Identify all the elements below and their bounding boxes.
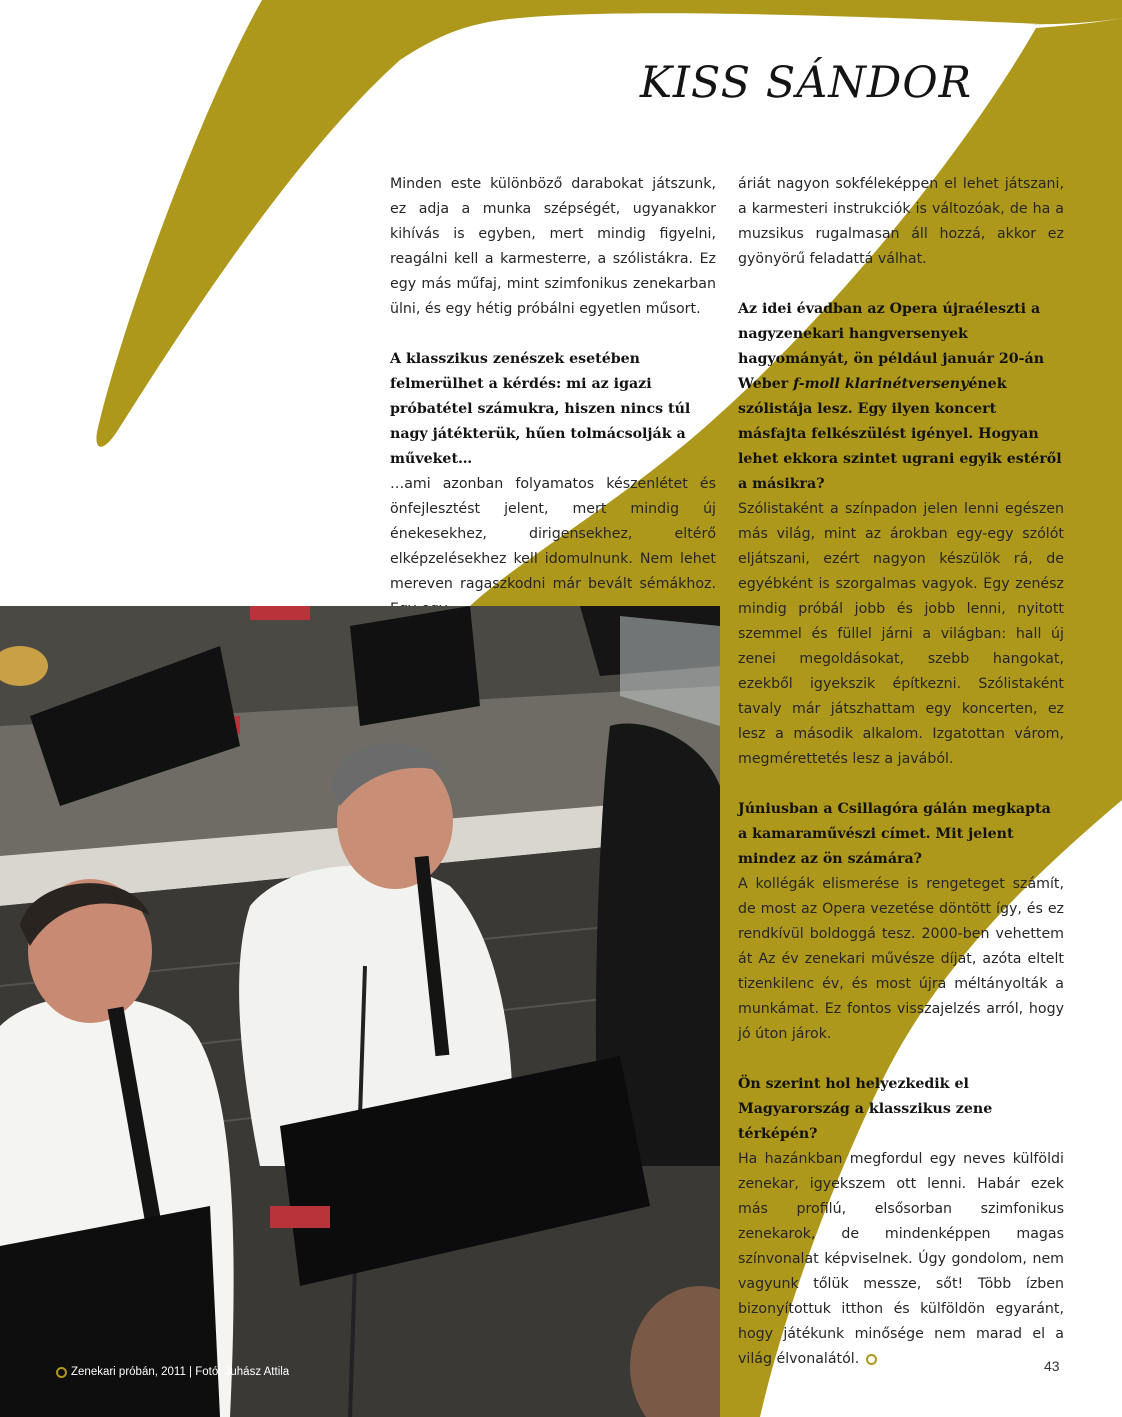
paragraph: …ami azonban folyamatos készenlétet és önfejlesztést jelent, mert mindig új énekesekhez, dirigensekhez, eltérő elképzelésekhez kell idomulnunk. Nem lehet mereven ragaszkodni már bevált sémákhoz. [390, 476, 716, 592]
interview-question [738, 297, 1064, 497]
caption-text: Zenekari próbán, 2011 | Fotó: Juhász Attila [71, 1366, 290, 1378]
paragraph: A kollégák elismerése is rengeteget számít, de most az Opera vezetése döntött így, és ez rendkívül boldoggá tesz. 2000-ben vehettem át Az év zenekari művésze díjat, azóta eltelt tizenkilenc év, és most újra méltányolták a munkámat. Ez fontos visszajelzés arról, hogy jó úton járok. [738, 876, 1064, 1042]
orchestra-photo [0, 606, 720, 1417]
end-mark-icon [866, 1354, 877, 1365]
interview-question: Júniusban a Csillagóra gálán megkapta a kamaraművészi címet. Mit jelent mindez az ön számára? [738, 801, 1051, 867]
text-column-left [390, 172, 716, 622]
interview-question: Ön szerint hol helyezkedik el Magyarország a klasszikus zene térképén? [738, 1076, 993, 1142]
work-title: f-moll klarinétverseny [793, 376, 969, 392]
paragraph: áriát nagyon sokféleképpen el lehet játszani, a karmesteri instrukciók is változóak, de ha a muzsikus rugalmasan áll hozzá, akkor ez gyönyörű feladattá válhat. [738, 176, 1064, 267]
orchestra-clarinet-players-photo [0, 606, 720, 1417]
ring-bullet-icon [56, 1367, 67, 1378]
paragraph: Minden este különböző darabokat játszunk, ez adja a munka szépségét, ugyanakkor kihívás is egyben, mert mindig figyelni, reagálni kell a karmesterre, a szólistákra. Ez egy más műfaj, mint szimfonikus zenekarban ülni, és egy hétig próbálni egyetlen műsort. [390, 176, 716, 317]
text-column-right [738, 172, 1064, 1372]
photo-caption [56, 1366, 289, 1378]
paragraph: Szólistaként a színpadon jelen lenni egészen más világ, mint az árokban egy-egy szólót eljátszani, ezért nagyon készülök rá, de egyébként is szorgalmas vagyok. Egy zenész mindig próbál jobb és jobb lenni, nyitott szemmel és füllel járni a világban: hall új zenei megoldásokat, szebb hangokat, ezekből igyekszik építkezni. Szólistaként tavaly már játszhattam egy koncerten, ez lesz a második alkalom. Izgatottan várom, megmérettetés lesz a javából. [738, 501, 1064, 767]
article-title: KISS SÁNDOR [639, 58, 972, 108]
page-number: 43 [1044, 1358, 1060, 1374]
paragraph [738, 1147, 1064, 1372]
question-text: Az idei évadban az Opera újraéleszti a nagyzenekari hangversenyek hagyományát, ön például január 20-án Weber [738, 301, 1045, 392]
answer-text: Ha hazánkban megfordul egy neves külföldi zenekar, igyekszem ott lenni. Habár ezek más profilú, elsősorban szimfonikus zenekarok, de mindenképpen magas színvonalat képviselnek. Úgy gondolom, nem vagyunk tőlük messze, sőt! Több ízben bizonyítottuk itthon és külföldön egyaránt, hogy játékunk minősége nem marad el a világ élvonalától. [738, 1151, 1064, 1367]
interview-question: A klasszikus zenészek esetében felmerülhet a kérdés: mi az igazi próbatétel számukra, hiszen nincs túl nagy játékterük, hűen tolmácsolják a műveket… [390, 351, 691, 467]
question-text: ének szólistája lesz. Egy ilyen koncert másfajta felkészülést igényel. Hogyan lehet ekkora szintet ugrani egyik estéről a másikra? [738, 376, 1062, 492]
